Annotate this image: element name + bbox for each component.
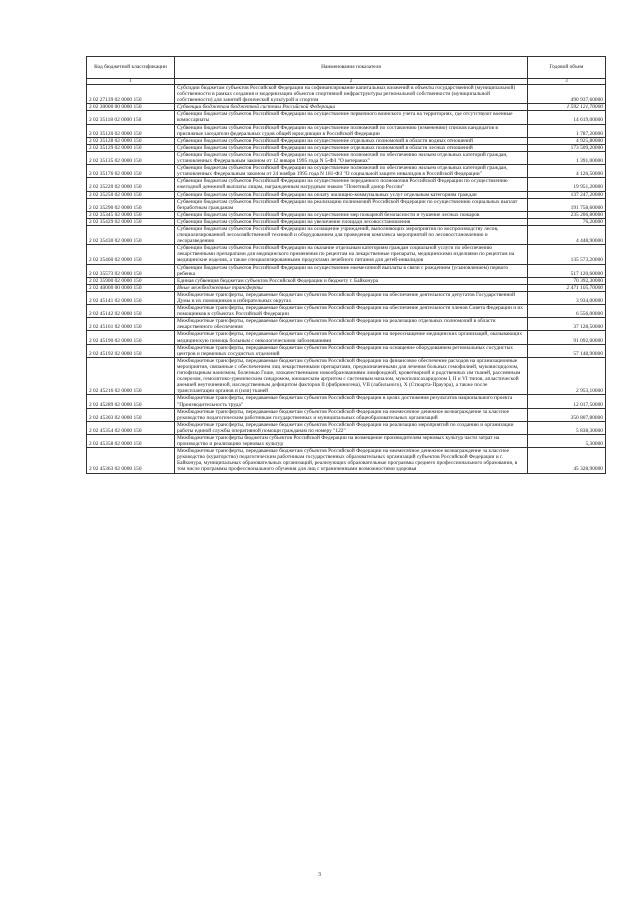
table-row [87, 395, 606, 408]
row-value: 135 573,20000 [528, 245, 606, 264]
row-code: 2 02 35290 02 0000 150 [87, 198, 175, 211]
row-value: 490 937,60000 [528, 85, 606, 104]
row-value: 57 148,90000 [528, 344, 606, 357]
document-page [86, 56, 603, 474]
table-row [87, 111, 606, 124]
row-code: 2 02 35118 02 0000 150 [87, 111, 175, 124]
row-name: Межбюджетные трансферты, передаваемые бюджетам субъектов Российской Федерации на обеспечение деятельности депутатов Государственной Думы и их помощников в избирательных округах [175, 291, 528, 304]
table-row [87, 85, 606, 104]
row-code: 2 02 35220 02 0000 150 [87, 178, 175, 191]
row-code: 2 02 35128 02 0000 150 [87, 137, 175, 144]
row-code: 2 02 30000 00 0000 150 [87, 104, 175, 111]
row-value: 37 128,50000 [528, 318, 606, 331]
row-name: Межбюджетные трансферты, передаваемые бюджетам субъектов Российской Федерации на ежемесячное денежное вознаграждение за классное руководство (кураторство) педагогическим работникам государственных образовательных организаций субъектов Российской Федерации и г. Байконура, муниципальных образовательных организаций, реализующих образовательные программы среднего профессионального образования, в том числе программы профессионального обучения для лиц с ограниченными возможностями здоровья [175, 448, 528, 473]
row-name: Субвенции бюджетам субъектов Российской Федерации на оснащение учреждений, выполняющих мероприятия по воспроизводству лесов, специализированной лесохозяйственной техникой и оборудованием для проведения комплекса мероприятий по лесовосстановлению и лесоразведению [175, 225, 528, 244]
row-value: 19 951,20000 [528, 178, 606, 191]
row-value: 6 556,00000 [528, 305, 606, 318]
table-row [87, 151, 606, 164]
table-row [87, 191, 606, 198]
row-name: Субвенции бюджетам субъектов Российской Федерации на увеличение площади лесовосстановления [175, 218, 528, 225]
row-code: 2 02 45363 02 0000 150 [87, 448, 175, 473]
row-value: 5,30000 [528, 434, 606, 447]
row-name: Субвенции бюджетам субъектов Российской Федерации на осуществление отдельных полномочий в области лесных отношений [175, 144, 528, 151]
table-row [87, 357, 606, 395]
row-value: 191 758,60000 [528, 198, 606, 211]
table-row [87, 448, 606, 473]
row-value: 1 592 121,70000 [528, 104, 606, 111]
row-code: 2 02 45142 02 0000 150 [87, 305, 175, 318]
row-code: 2 02 35345 02 0000 150 [87, 211, 175, 218]
row-value: 4 925,80000 [528, 137, 606, 144]
row-value: 91 092,00000 [528, 331, 606, 344]
row-code: 2 02 35430 02 0000 150 [87, 225, 175, 244]
row-value: 12 017,50000 [528, 395, 606, 408]
row-name: Субсидии бюджетам субъектов Российской Федерации на софинансирование капитальных вложений в объекты государственной (муниципальной) собственности в рамках создания и модернизации объектов спортивной инфраструктуры региональной собственности (муниципальной собственности) для занятий физической культурой и спортом [175, 85, 528, 104]
row-name: Межбюджетные трансферты, передаваемые бюджетам субъектов Российской Федерации в целях достижения результатов национального проекта "Производительность труда" [175, 395, 528, 408]
table-row [87, 245, 606, 264]
row-value: 2 471 105,70000 [528, 284, 606, 291]
row-name: Межбюджетные трансферты, передаваемые бюджетам субъектов Российской Федерации на ежемесячное денежное вознаграждение за классное руководство педагогическим работникам государственных и муниципальных общеобразовательных организаций [175, 408, 528, 421]
header-volume: Годовой объем [528, 57, 606, 79]
table-row [87, 331, 606, 344]
table-row [87, 218, 606, 225]
column-number: 2 [175, 79, 528, 85]
row-name: Межбюджетные трансферты бюджетам субъектов Российской Федерации на возмещение производителям зерновых культур части затрат на производство и реализацию зерновых культур [175, 434, 528, 447]
table-row [87, 124, 606, 137]
row-name: Субвенции бюджетам субъектов Российской Федерации на осуществление ежемесячной выплаты в связи с рождением (усыновлением) первого ребенка [175, 264, 528, 277]
row-value: 3 934,00000 [528, 291, 606, 304]
page-number: 3 [318, 872, 321, 878]
row-name: Межбюджетные трансферты, передаваемые бюджетам субъектов Российской Федерации на оснащение оборудованием региональных сосудистых центров и первичных сосудистых отделений [175, 344, 528, 357]
row-name: Межбюджетные трансферты, передаваемые бюджетам субъектов Российской Федерации на реализацию отдельных полномочий в области лекарственного обеспечения [175, 318, 528, 331]
row-name: Субвенции бюджетам субъектов Российской Федерации на осуществление мер пожарной безопасности и тушение лесных пожаров [175, 211, 528, 218]
row-value: 235 206,80000 [528, 211, 606, 218]
row-code: 2 02 45358 02 0000 150 [87, 434, 175, 447]
table-row [87, 137, 606, 144]
row-code: 2 02 45303 02 0000 150 [87, 408, 175, 421]
table-row [87, 305, 606, 318]
table-row [87, 144, 606, 151]
row-name: Субвенции бюджетам бюджетной системы Российской Федерации [175, 104, 528, 111]
row-value: 70 392,30000 [528, 277, 606, 284]
table-row [87, 165, 606, 178]
row-value: 350 807,80000 [528, 408, 606, 421]
row-name: Субвенции бюджетам субъектов Российской Федерации на реализацию полномочий Российской Федерации по осуществлению социальных выплат безработным гражданам [175, 198, 528, 211]
table-row [87, 291, 606, 304]
row-name: Единая субвенция бюджетам субъектов Российской Федерации и бюджету г. Байконура [175, 277, 528, 284]
table-row [87, 198, 606, 211]
row-value: 76,20000 [528, 218, 606, 225]
row-code: 2 02 35129 02 0000 150 [87, 144, 175, 151]
row-code: 2 02 35429 02 0000 150 [87, 218, 175, 225]
row-value: 517 120,60000 [528, 264, 606, 277]
row-code: 2 02 35900 02 0000 150 [87, 277, 175, 284]
row-name: Межбюджетные трансферты, передаваемые бюджетам субъектов Российской Федерации на обеспечение деятельности членов Совета Федерации и их помощников в субъектах Российской Федерации [175, 305, 528, 318]
row-name: Субвенции бюджетам субъектов Российской Федерации на оказание отдельным категориям граждан социальной услуги по обеспечению лекарственными препаратами для медицинского применения по рецептам на лекарственные препараты, медицинскими изделиями по рецептам на медицинские изделия, а также специализированными продуктами лечебного питания для детей-инвалидов [175, 245, 528, 264]
row-name: Субвенции бюджетам субъектов Российской Федерации на осуществление полномочий по составлению (изменению) списков кандидатов в присяжные заседатели федеральных судов общей юрисдикции в Российской Федерации [175, 124, 528, 137]
table-row [87, 344, 606, 357]
row-code: 2 02 45192 02 0000 150 [87, 344, 175, 357]
row-value: 4 126,50000 [528, 165, 606, 178]
row-code: 2 02 45354 02 0000 150 [87, 421, 175, 434]
row-name: Субвенции бюджетам субъектов Российской Федерации на оплату жилищно-коммунальных услуг отдельным категориям граждан [175, 191, 528, 198]
row-code: 2 02 35120 02 0000 150 [87, 124, 175, 137]
row-name: Субвенции бюджетам субъектов Российской Федерации на осуществление полномочий по обеспечению жильем отдельных категорий граждан, установленных Федеральным законом от 12 января 1995 года N 5-ФЗ "О ветеранах" [175, 151, 528, 164]
table-row [87, 178, 606, 191]
row-name: Иные межбюджетные трансферты [175, 284, 528, 291]
table-row [87, 104, 606, 111]
row-code: 2 02 45161 02 0000 150 [87, 318, 175, 331]
row-value: 137 247,20000 [528, 191, 606, 198]
header-code: Код бюджетной классификации [87, 57, 175, 79]
row-name: Межбюджетные трансферты, передаваемые бюджетам субъектов Российской Федерации на переоснащение медицинских организаций, оказывающих медицинскую помощь больным с онкологическими заболеваниями [175, 331, 528, 344]
row-code: 2 02 35135 02 0000 150 [87, 151, 175, 164]
table-row [87, 277, 606, 284]
row-name: Субвенции бюджетам субъектов Российской Федерации на осуществление первичного воинского учета на территориях, где отсутствуют военные комиссариаты [175, 111, 528, 124]
table-row [87, 225, 606, 244]
row-code: 2 02 35250 02 0000 150 [87, 191, 175, 198]
table-row [87, 434, 606, 447]
row-value: 173 509,20000 [528, 144, 606, 151]
row-name: Субвенции бюджетам субъектов Российской Федерации на осуществление полномочий по обеспечению жильем отдельных категорий граждан, установленных Федеральным законом от 24 ноября 1995 года N 181-ФЗ "О социальной защите инвалидов в Российской Федерации" [175, 165, 528, 178]
row-name: Субвенции бюджетам субъектов Российской Федерации на осуществление переданного полномочия Российской Федерации по осуществлению ежегодной денежной выплаты лицам, награжденным нагрудным знаком "Почетный донор России" [175, 178, 528, 191]
row-code: 2 02 35573 02 0000 150 [87, 264, 175, 277]
table-header-row [87, 57, 606, 79]
row-code: 2 02 45289 02 0000 150 [87, 395, 175, 408]
row-value: 4 448,90000 [528, 225, 606, 244]
column-number: 3 [528, 79, 606, 85]
row-value: 1 787,20000 [528, 124, 606, 137]
column-number: 1 [87, 79, 175, 85]
table-row [87, 421, 606, 434]
row-code: 2 02 35176 02 0000 150 [87, 165, 175, 178]
row-code: 2 02 35460 02 0000 150 [87, 245, 175, 264]
row-name: Межбюджетные трансферты, передаваемые бюджетам субъектов Российской Федерации на реализацию мероприятий по созданию и организации работы единой службы оперативной помощи гражданам по номеру "122" [175, 421, 528, 434]
row-value: 5 838,30000 [528, 421, 606, 434]
header-name: Наименование показателя [175, 57, 528, 79]
row-value: 45 328,90000 [528, 448, 606, 473]
table-row [87, 284, 606, 291]
table-row [87, 408, 606, 421]
row-value: 1 391,00000 [528, 151, 606, 164]
row-name: Межбюджетные трансферты, передаваемые бюджетам субъектов Российской Федерации на финансовое обеспечение расходов на организационные мероприятия, связанные с обеспечением лиц лекарственными препаратами, предназначенными для лечения больных гемофилией, муковисцидозом, гипофизарным нанизмом, болезнью Гоше, злокачественными новообразованиями лимфоидной, кроветворной и родственных им тканей, рассеянным склерозом, гемолитико-уремическим синдромом, юношеским артритом с системным началом, мукополисахаридозом I, II и VI типов, апластической анемией неуточненной, наследственным дефицитом факторов II (фибриногена), VII (лабильного), X (Стюарта-Прауэра), а также после трансплантации органов и (или) тканей [175, 357, 528, 395]
row-value: 14 619,00000 [528, 111, 606, 124]
table-row [87, 211, 606, 218]
table-row [87, 318, 606, 331]
row-value: 2 953,10000 [528, 357, 606, 395]
budget-table [86, 56, 606, 474]
row-code: 2 02 45216 02 0000 150 [87, 357, 175, 395]
row-code: 2 02 27139 02 0000 150 [87, 85, 175, 104]
row-code: 2 02 45190 02 0000 150 [87, 331, 175, 344]
table-row [87, 264, 606, 277]
row-name: Субвенции бюджетам субъектов Российской Федерации на осуществление отдельных полномочий в области водных отношений [175, 137, 528, 144]
row-code: 2 02 40000 00 0000 150 [87, 284, 175, 291]
row-code: 2 02 45141 02 0000 150 [87, 291, 175, 304]
